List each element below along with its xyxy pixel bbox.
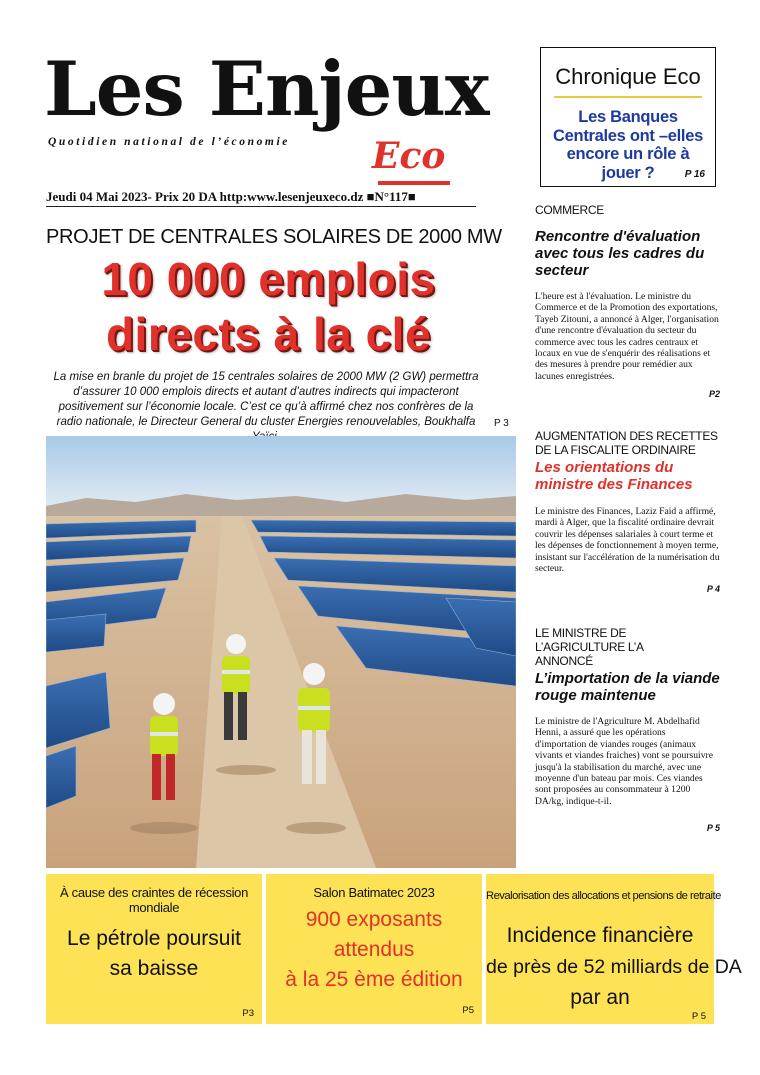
chronique-headline[interactable]: Les Banques Centrales ont –elles encore un rôle à jouer ? — [553, 108, 703, 182]
sidebar-body: L'heure est à l'évaluation. Le ministre du Commerce et de la Promotion des exportations, Tayeb Zitouni, a annoncé à Alger, l'organisation d'une rencontre d'évaluation du secteur du commerce avec tous les cadres centraux et locaux en vue de s'enquérir des réalisations et des mesures à prendre pour remédier aux lacunes enregistrées. — [535, 291, 719, 382]
bottom-box-big-line2[interactable]: de près de 52 milliards de DA — [486, 956, 742, 978]
bottom-box-head: Salon Batimatec 2023 — [313, 885, 435, 900]
chronique-page-ref: P 16 — [684, 169, 705, 180]
sidebar-page-ref: P 4 — [706, 584, 720, 595]
bottom-box-big-line2[interactable]: attendus — [333, 938, 415, 961]
masthead-tagline: Quotidien national de l’économie — [48, 136, 290, 148]
sidebar-headline[interactable]: Rencontre d'évaluation avec tous les cadres du secteur — [535, 228, 705, 279]
bottom-box-retraite[interactable] — [486, 874, 742, 1024]
masthead-title: Les Enjeux — [44, 45, 489, 133]
sidebar-kicker: COMMERCE — [535, 203, 604, 217]
main-headline-line1[interactable]: 10 000 emplois — [101, 253, 436, 305]
sidebar-kicker: LE MINISTRE DE L’AGRICULTURE L’A ANNONCÉ — [535, 626, 644, 668]
main-deck: La mise en branle du projet de 15 centrales solaires de 2000 MW (2 GW) permettra d’assurer 10 000 emplois directs et autant d’autres indirects qui impacteront positivement sur l’économie locale. C’est ce qu’à affirmé chez nos confrères de la radio nationale, le Directeur General du cluster Energies renouvelables, Boukhalfa — [53, 371, 479, 428]
sidebar-headline[interactable]: Les orientations du ministre des Finances — [535, 459, 693, 493]
bottom-box-head: À cause des craintes de récession mondiale — [59, 885, 249, 915]
chronique-title: Chronique Eco — [555, 64, 701, 89]
sidebar-page-ref: P2 — [708, 389, 720, 400]
main-page-ref: P 3 — [494, 418, 509, 429]
solar-farm-illustration — [46, 436, 516, 868]
chronique-box[interactable] — [540, 47, 716, 187]
sidebar-article-agriculture[interactable] — [535, 626, 720, 833]
bottom-box-big-line3[interactable]: à la 25 ème édition — [285, 968, 463, 991]
sidebar-article-finances[interactable] — [535, 429, 720, 594]
bottom-box-big-line2[interactable]: sa baisse — [109, 957, 199, 980]
bottom-box-big-line1[interactable]: 900 exposants — [305, 908, 443, 931]
masthead-eco: Eco — [372, 135, 446, 177]
bottom-box-head: Revalorisation des allocations et pensions de retraite — [486, 890, 721, 902]
bottom-box-big-line1[interactable]: Incidence financière — [506, 924, 694, 947]
sidebar-body: Le ministre de l'Agriculture M. Abdelhafid Henni, a assuré que les opérations d'importation de viandes rouges (animaux vivants et viandes fraiches) vont se poursuivre jusqu'à la stabilisation du marché, avec une moyenne d'un bateau par mois. Ces viandes sont proposées au consommateur à 1200 DA/kg, indique-t-il. — [535, 716, 713, 807]
sidebar-kicker: AUGMENTATION DES RECETTES DE LA FISCALITE ORDINAIRE — [535, 429, 718, 457]
bottom-box-big-line1[interactable]: Le pétrole poursuit — [67, 927, 241, 950]
main-kicker: PROJET DE CENTRALES SOLAIRES DE 2000 MW — [46, 226, 502, 248]
bottom-box-batimatec[interactable] — [266, 874, 482, 1024]
masthead-rule — [46, 206, 476, 207]
bottom-box-page-ref: P 5 — [691, 1011, 706, 1022]
bottom-box-big-line3[interactable]: par an — [570, 986, 630, 1009]
main-headline-line2[interactable]: directs à la clé — [105, 308, 432, 360]
chronique-rule — [554, 96, 702, 98]
sidebar-body: Le ministre des Finances, Laziz Faid a affirmé, mardi à Alger, que la fiscalité ordinaire devrait couvrir les dépenses salariales à court terme et les dépenses de fonctionnement à moyen terme, insistant sur l'accélération de la numérisation du secteur. — [535, 506, 720, 575]
bottom-box-petrole[interactable] — [46, 874, 262, 1024]
sidebar-article-commerce[interactable] — [535, 203, 720, 399]
bottom-box-page-ref: P3 — [242, 1008, 254, 1019]
dateline: Jeudi 04 Mai 2023- Prix 20 DA http:www.lesenjeuxeco.dz ■N°117■ — [46, 189, 416, 204]
masthead-red-bar — [378, 181, 450, 185]
bottom-box-page-ref: P5 — [462, 1005, 474, 1016]
sidebar-headline[interactable]: L’importation de la viande rouge maintenue — [535, 670, 720, 704]
solar-farm-photo[interactable] — [46, 436, 516, 868]
sidebar-page-ref: P 5 — [706, 823, 720, 834]
